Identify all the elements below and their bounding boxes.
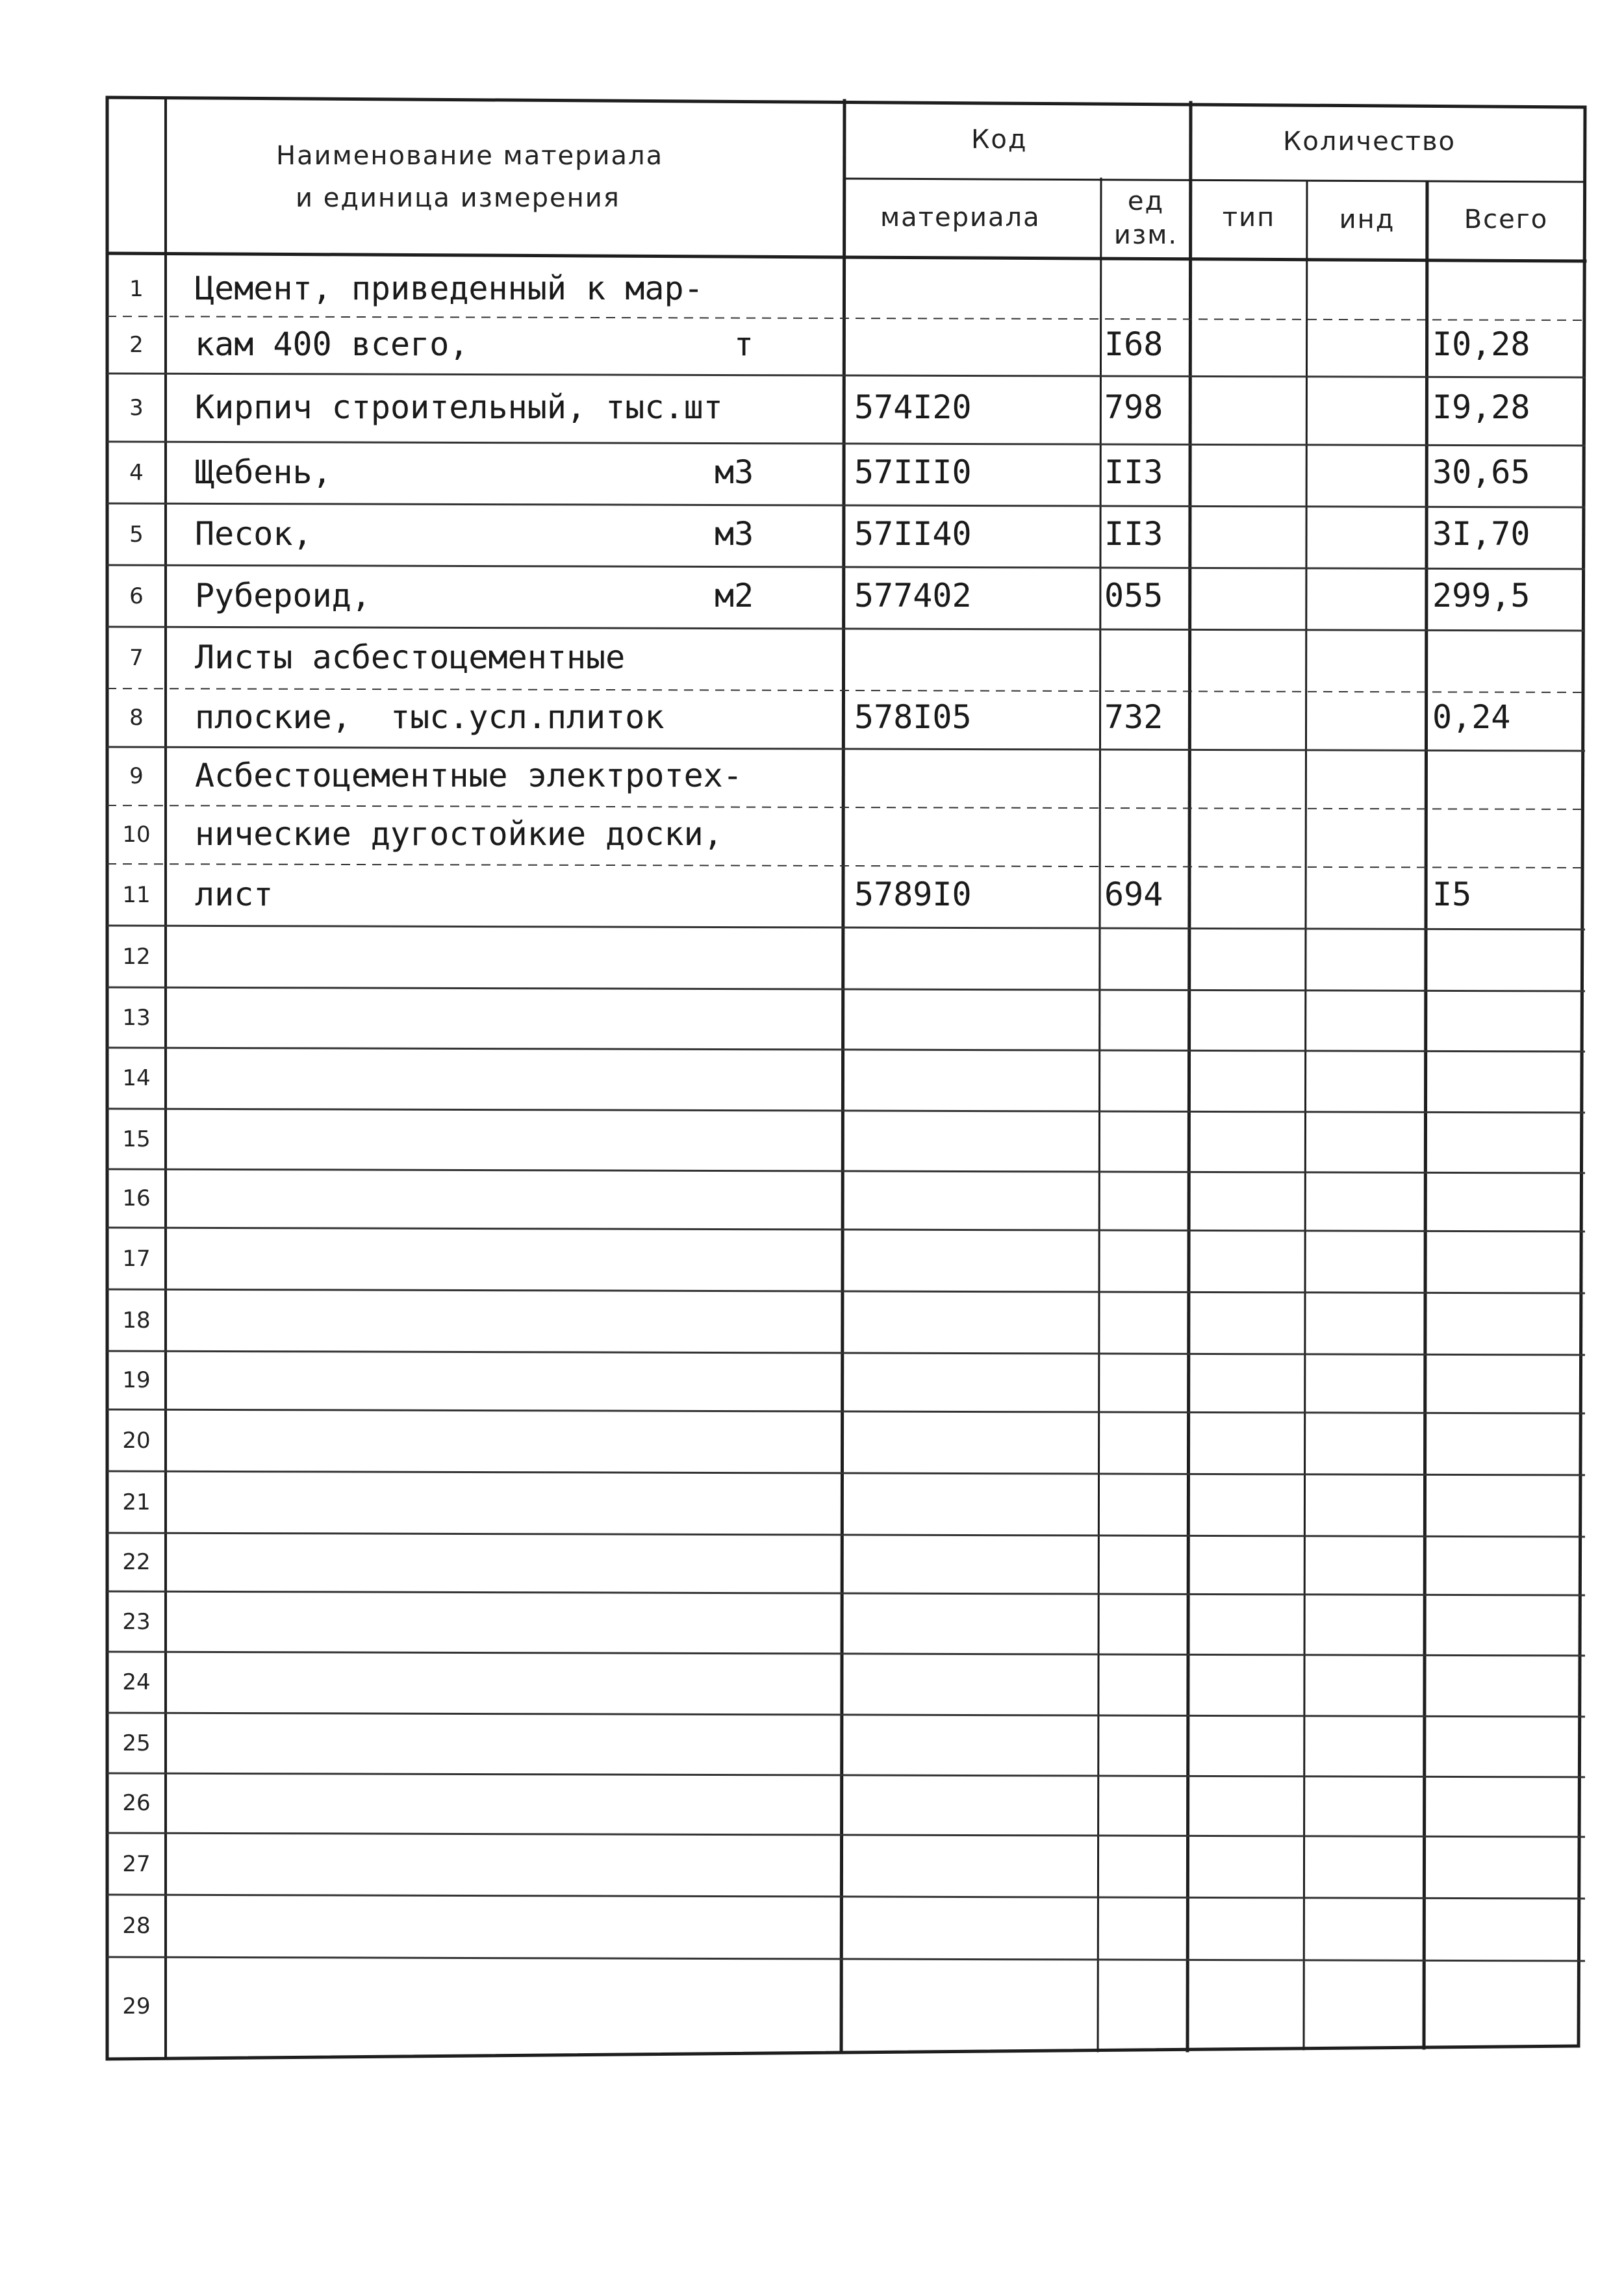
header-quantity-total: Всего	[1464, 205, 1549, 234]
material-name: нические дугостойкие доски,	[195, 815, 723, 853]
unit-code: I68	[1104, 325, 1163, 363]
material-name: Рубероид,	[195, 577, 371, 614]
row-number: 5	[129, 522, 144, 548]
row-separator	[107, 987, 1585, 991]
quantity-total: 3I,70	[1432, 515, 1530, 553]
row-separator	[107, 1228, 1585, 1232]
header-code-material: материала	[880, 203, 1041, 233]
row-separator	[107, 316, 1585, 320]
row-number: 6	[129, 583, 144, 609]
row-number: 16	[122, 1185, 151, 1211]
row-number: 14	[122, 1065, 151, 1091]
material-code: 574I20	[854, 388, 972, 426]
row-number: 24	[122, 1669, 151, 1695]
material-name: Щебень,	[195, 453, 332, 491]
material-name: Асбестоцементные электротех-	[195, 757, 742, 794]
row-separator	[107, 1652, 1585, 1656]
row-separator	[107, 1048, 1585, 1052]
row-number: 13	[122, 1005, 151, 1031]
row-number: 15	[122, 1126, 151, 1152]
row-number: 22	[122, 1549, 151, 1575]
row-separator	[107, 627, 1585, 631]
row-number: 20	[122, 1428, 151, 1454]
row-separator	[107, 926, 1585, 929]
row-number: 21	[122, 1489, 151, 1515]
material-code: 57III0	[854, 453, 972, 491]
row-separator	[107, 442, 1585, 446]
row-separator	[107, 1109, 1585, 1113]
row-separator	[107, 1713, 1585, 1717]
row-separator	[107, 1351, 1585, 1355]
unit-code: II3	[1104, 453, 1163, 491]
row-separator	[107, 373, 1585, 377]
row-number: 27	[122, 1851, 151, 1877]
row-number: 17	[122, 1246, 151, 1272]
material-name: плоские, тыс.усл.плиток	[195, 698, 665, 736]
row-number: 4	[129, 460, 144, 486]
header-subline	[844, 179, 1585, 182]
header-unit-line1: ед	[1127, 186, 1165, 216]
row-number: 9	[129, 763, 144, 789]
quantity-total: I5	[1432, 876, 1472, 913]
header-quantity-ind: инд	[1339, 205, 1395, 234]
quantity-total: I9,28	[1432, 388, 1530, 426]
material-code: 5789I0	[854, 876, 972, 913]
row-separator	[107, 689, 1585, 692]
header-quantity: Количество	[1283, 127, 1456, 157]
row-separator	[107, 864, 1585, 868]
unit-of-measure: м3	[715, 453, 754, 491]
unit-of-measure: м2	[715, 577, 754, 614]
col-line-type	[1304, 182, 1307, 2049]
row-separator	[107, 503, 1585, 507]
material-name: Кирпич строительный, тыс.шт	[195, 388, 723, 426]
unit-code: 732	[1104, 698, 1163, 736]
material-name: кам 400 всего,	[195, 325, 469, 363]
row-number: 18	[122, 1308, 151, 1333]
unit-of-measure: м3	[715, 515, 754, 553]
row-number: 26	[122, 1790, 151, 1816]
row-number: 12	[122, 944, 151, 970]
row-number: 19	[122, 1367, 151, 1393]
col-line-unit	[1187, 103, 1191, 2051]
row-separator	[107, 1895, 1585, 1899]
unit-code: 798	[1104, 388, 1163, 426]
row-separator	[107, 1169, 1585, 1173]
row-number: 8	[129, 705, 144, 731]
row-number: 3	[129, 395, 144, 421]
row-separator	[107, 1471, 1585, 1475]
material-code: 577402	[854, 577, 972, 614]
row-number: 25	[122, 1730, 151, 1756]
row-separator	[107, 1289, 1585, 1293]
col-line-code	[1098, 179, 1101, 2051]
material-name: Цемент, приведенный к мар-	[195, 270, 704, 307]
unit-code: 694	[1104, 876, 1163, 913]
row-separator	[107, 1591, 1585, 1595]
header-bottom	[107, 253, 1585, 261]
quantity-total: I0,28	[1432, 325, 1530, 363]
row-separator	[107, 747, 1585, 751]
unit-of-measure: т	[733, 325, 754, 363]
material-name: Песок,	[195, 515, 312, 553]
col-line-name	[841, 101, 844, 2053]
header-quantity-type: тип	[1222, 203, 1276, 233]
material-name: лист	[195, 876, 273, 913]
row-separator	[107, 1833, 1585, 1837]
row-number: 23	[122, 1609, 151, 1635]
header-unit-line2: изм.	[1113, 220, 1178, 250]
frame-right	[1579, 107, 1585, 2046]
row-separator	[107, 1773, 1585, 1777]
row-separator	[107, 1409, 1585, 1413]
row-number: 29	[122, 1993, 151, 2019]
header-name-line1: Наименование материала	[276, 141, 664, 171]
row-separator	[107, 1957, 1585, 1961]
row-number: 10	[122, 822, 151, 848]
quantity-total: 0,24	[1432, 698, 1511, 736]
row-number: 11	[122, 882, 151, 908]
unit-code: II3	[1104, 515, 1163, 553]
row-number: 7	[129, 645, 144, 671]
material-code: 578I05	[854, 698, 972, 736]
header-name-line2: и единица измерения	[296, 183, 620, 213]
quantity-total: 299,5	[1432, 577, 1530, 614]
material-code: 57II40	[854, 515, 972, 553]
row-separator	[107, 805, 1585, 809]
quantity-total: 30,65	[1432, 453, 1530, 491]
unit-code: 055	[1104, 577, 1163, 614]
header-code: Код	[971, 125, 1028, 155]
row-number: 28	[122, 1913, 151, 1939]
row-number: 2	[129, 332, 144, 358]
row-separator	[107, 565, 1585, 569]
row-separator	[107, 1533, 1585, 1537]
col-line-ind	[1424, 182, 1427, 2048]
frame-top	[107, 97, 1585, 107]
row-number: 1	[129, 276, 144, 302]
material-name: Листы асбестоцементные	[195, 638, 626, 676]
